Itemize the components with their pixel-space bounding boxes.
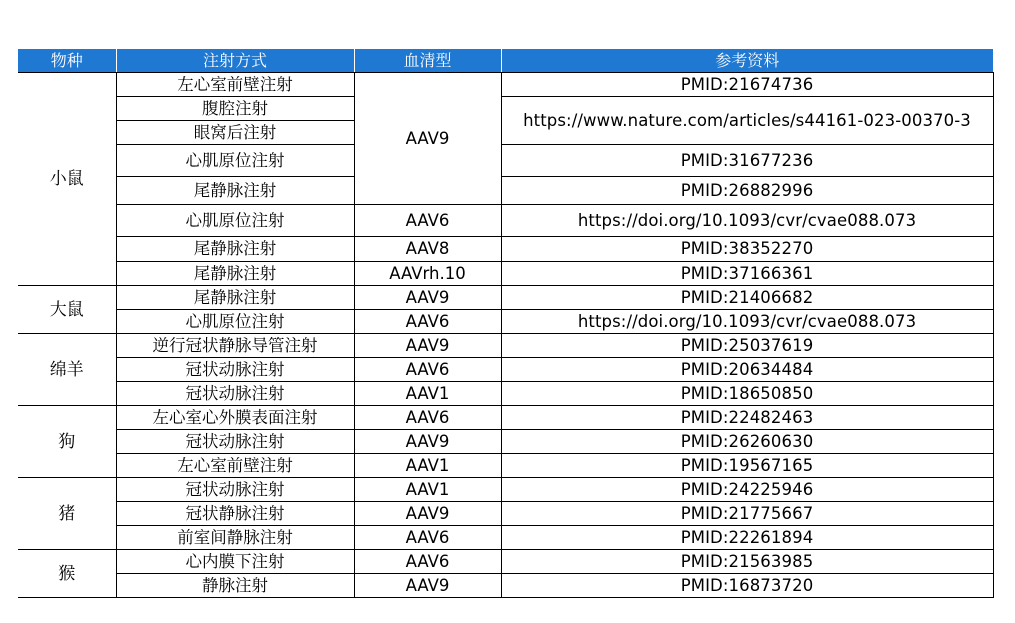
serotype-cell: AAVrh.10 (354, 262, 501, 286)
reference-cell: PMID:21674736 (501, 73, 993, 97)
method-cell: 眼窝后注射 (116, 121, 354, 145)
reference-cell: PMID:26882996 (501, 177, 993, 205)
table-row (18, 145, 993, 177)
header-serotype: 血清型 (354, 49, 501, 73)
header-species: 物种 (18, 49, 116, 73)
serotype-cell: AAV6 (354, 526, 501, 550)
reference-cell: https://www.nature.com/articles/s44161-023-00370-3 (501, 97, 993, 145)
method-cell: 心肌原位注射 (116, 145, 354, 177)
method-cell: 左心室前壁注射 (116, 73, 354, 97)
species-cell: 绵羊 (18, 334, 116, 406)
method-cell: 心内膜下注射 (116, 550, 354, 574)
method-cell: 冠状动脉注射 (116, 478, 354, 502)
reference-cell: PMID:18650850 (501, 382, 993, 406)
table-row (18, 478, 993, 502)
serotype-cell: AAV9 (354, 73, 501, 205)
method-cell: 心肌原位注射 (116, 310, 354, 334)
reference-cell: PMID:24225946 (501, 478, 993, 502)
serotype-cell: AAV9 (354, 430, 501, 454)
table-row (18, 406, 993, 430)
serotype-cell: AAV6 (354, 358, 501, 382)
table-row (18, 310, 993, 334)
reference-table (18, 49, 994, 598)
table-row (18, 97, 993, 121)
method-cell: 逆行冠状静脉导管注射 (116, 334, 354, 358)
reference-cell: PMID:37166361 (501, 262, 993, 286)
method-cell: 左心室心外膜表面注射 (116, 406, 354, 430)
method-cell: 静脉注射 (116, 574, 354, 598)
serotype-cell: AAV9 (354, 574, 501, 598)
table-row (18, 205, 993, 237)
species-cell: 猪 (18, 478, 116, 550)
serotype-cell: AAV9 (354, 286, 501, 310)
serotype-cell: AAV1 (354, 478, 501, 502)
reference-cell: PMID:19567165 (501, 454, 993, 478)
serotype-cell: AAV6 (354, 205, 501, 237)
table-row (18, 177, 993, 205)
table-row (18, 262, 993, 286)
method-cell: 冠状动脉注射 (116, 430, 354, 454)
serotype-cell: AAV1 (354, 454, 501, 478)
method-cell: 心肌原位注射 (116, 205, 354, 237)
method-cell: 尾静脉注射 (116, 237, 354, 262)
reference-cell: PMID:26260630 (501, 430, 993, 454)
reference-cell: https://doi.org/10.1093/cvr/cvae088.073 (501, 205, 993, 237)
table-body (18, 73, 993, 598)
reference-cell: PMID:22261894 (501, 526, 993, 550)
method-cell: 前室间静脉注射 (116, 526, 354, 550)
species-cell: 猴 (18, 550, 116, 598)
serotype-cell: AAV8 (354, 237, 501, 262)
table-row (18, 286, 993, 310)
table-row (18, 334, 993, 358)
reference-cell: PMID:31677236 (501, 145, 993, 177)
reference-cell: PMID:38352270 (501, 237, 993, 262)
table-row (18, 358, 993, 382)
serotype-cell: AAV6 (354, 550, 501, 574)
table-row (18, 526, 993, 550)
header-reference: 参考资料 (501, 49, 993, 73)
table-row (18, 502, 993, 526)
header-row (18, 49, 993, 73)
reference-cell: PMID:20634484 (501, 358, 993, 382)
reference-cell: PMID:22482463 (501, 406, 993, 430)
serotype-cell: AAV9 (354, 502, 501, 526)
reference-cell: PMID:21775667 (501, 502, 993, 526)
method-cell: 尾静脉注射 (116, 262, 354, 286)
table-row (18, 430, 993, 454)
method-cell: 腹腔注射 (116, 97, 354, 121)
header-method: 注射方式 (116, 49, 354, 73)
serotype-cell: AAV1 (354, 382, 501, 406)
table-row (18, 73, 993, 97)
serotype-cell: AAV6 (354, 310, 501, 334)
reference-cell: PMID:21563985 (501, 550, 993, 574)
method-cell: 冠状静脉注射 (116, 502, 354, 526)
reference-cell: PMID:21406682 (501, 286, 993, 310)
species-cell: 狗 (18, 406, 116, 478)
reference-cell: https://doi.org/10.1093/cvr/cvae088.073 (501, 310, 993, 334)
table-row (18, 382, 993, 406)
method-cell: 左心室前壁注射 (116, 454, 354, 478)
reference-cell: PMID:25037619 (501, 334, 993, 358)
table-row (18, 574, 993, 598)
serotype-cell: AAV9 (354, 334, 501, 358)
method-cell: 冠状动脉注射 (116, 382, 354, 406)
species-cell: 小鼠 (18, 73, 116, 286)
method-cell: 冠状动脉注射 (116, 358, 354, 382)
method-cell: 尾静脉注射 (116, 286, 354, 310)
species-cell: 大鼠 (18, 286, 116, 334)
table-row (18, 237, 993, 262)
table-row (18, 550, 993, 574)
method-cell: 尾静脉注射 (116, 177, 354, 205)
serotype-cell: AAV6 (354, 406, 501, 430)
reference-cell: PMID:16873720 (501, 574, 993, 598)
table-row (18, 454, 993, 478)
